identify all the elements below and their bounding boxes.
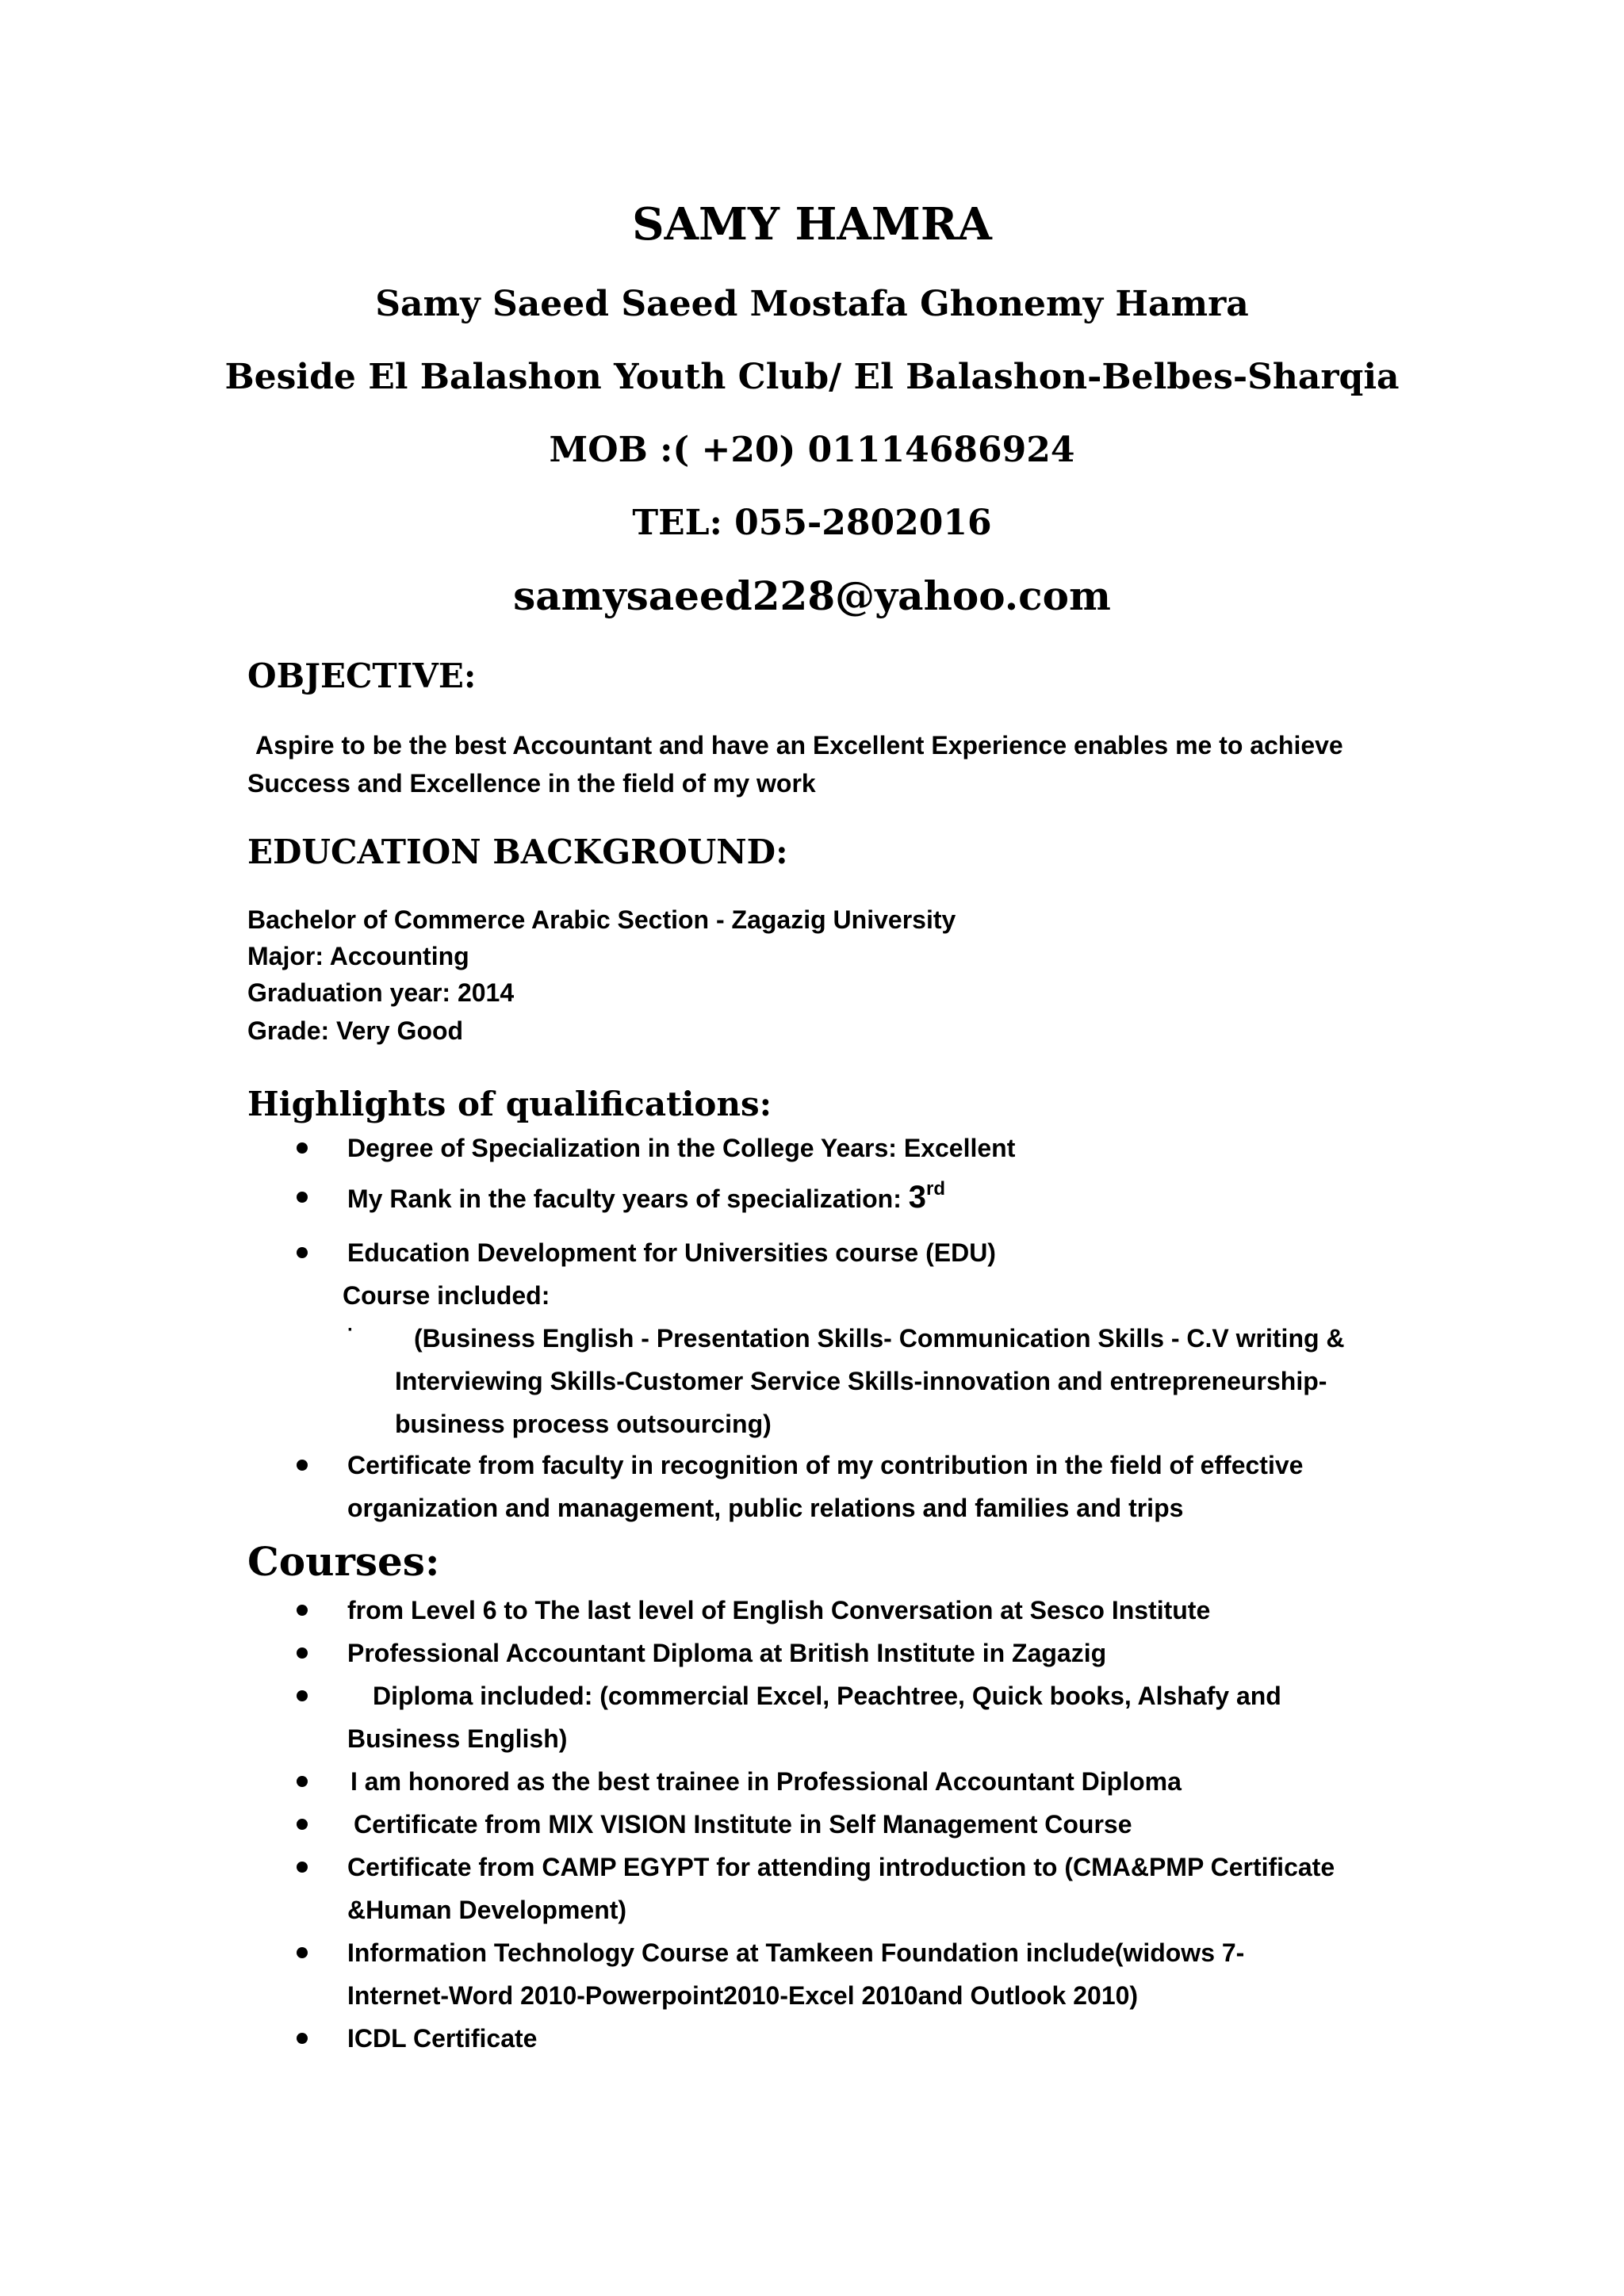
course-item: I am honored as the best trainee in Professional Accountant Diploma bbox=[350, 1767, 1182, 1796]
highlight-item: Certificate from faculty in recognition of my contribution in the field of effective bbox=[347, 1451, 1304, 1479]
highlight-item: Degree of Specialization in the College Years: Excellent bbox=[347, 1134, 1016, 1162]
highlight-rank-text: My Rank in the faculty years of specialization: bbox=[347, 1184, 909, 1213]
address: Beside El Balashon Youth Club/ El Balashon-Belbes-Sharqia bbox=[224, 357, 1400, 397]
bullet-icon bbox=[297, 1862, 308, 1873]
bullet-icon bbox=[297, 1776, 308, 1787]
resume-name: SAMY HAMRA bbox=[632, 198, 992, 251]
bullet-icon bbox=[297, 1460, 308, 1471]
email-address: samysaeed228@yahoo.com bbox=[513, 572, 1111, 619]
mobile-number: MOB :( +20) 01114686924 bbox=[549, 430, 1075, 470]
objective-text-line: Success and Excellence in the field of my work bbox=[247, 769, 816, 798]
education-graduation-year: Graduation year: 2014 bbox=[247, 978, 515, 1007]
course-item: Certificate from CAMP EGYPT for attending introduction to (CMA&PMP Certificate bbox=[347, 1853, 1335, 1881]
course-item: Professional Accountant Diploma at British Institute in Zagazig bbox=[347, 1639, 1107, 1667]
sub-bullet-marker: · bbox=[347, 1319, 354, 1341]
education-degree: Bachelor of Commerce Arabic Section - Zagazig University bbox=[247, 905, 956, 934]
highlight-item: Education Development for Universities course (EDU) bbox=[347, 1238, 996, 1267]
bullet-icon bbox=[297, 2033, 308, 2044]
bullet-icon bbox=[297, 1690, 308, 1701]
course-item: Information Technology Course at Tamkeen Foundation include(widows 7- bbox=[347, 1938, 1245, 1967]
course-included-line: Interviewing Skills-Customer Service Skills-innovation and entrepreneurship- bbox=[395, 1367, 1327, 1395]
highlight-item-continuation: organization and management, public relations and families and trips bbox=[347, 1494, 1184, 1522]
bullet-icon bbox=[297, 1247, 308, 1258]
bullet-icon bbox=[297, 1605, 308, 1616]
course-item-continuation: Business English) bbox=[347, 1724, 568, 1753]
course-included-label: Course included: bbox=[343, 1281, 550, 1310]
course-item: Diploma included: (commercial Excel, Peachtree, Quick books, Alshafy and bbox=[373, 1682, 1281, 1710]
bullet-icon bbox=[297, 1647, 308, 1659]
bullet-icon bbox=[297, 1947, 308, 1958]
course-item-continuation: Internet-Word 2010-Powerpoint2010-Excel 2010and Outlook 2010) bbox=[347, 1981, 1139, 2010]
objective-text-line: Aspire to be the best Accountant and have an Excellent Experience enables me to achieve bbox=[255, 731, 1343, 760]
courses-heading: Courses: bbox=[247, 1538, 440, 1585]
course-item: ICDL Certificate bbox=[347, 2024, 538, 2053]
bullet-icon bbox=[297, 1819, 308, 1830]
highlight-rank-suffix: rd bbox=[926, 1178, 945, 1200]
education-grade: Grade: Very Good bbox=[247, 1016, 464, 1045]
objective-heading: OBJECTIVE: bbox=[247, 656, 477, 695]
highlights-heading: Highlights of qualifications: bbox=[247, 1085, 772, 1123]
bullet-icon bbox=[297, 1192, 308, 1203]
course-included-line: business process outsourcing) bbox=[395, 1410, 772, 1438]
full-name: Samy Saeed Saeed Mostafa Ghonemy Hamra bbox=[375, 284, 1249, 324]
telephone-number: TEL: 055-2802016 bbox=[632, 503, 992, 543]
course-included-line: (Business English - Presentation Skills- Communication Skills - C.V writing & bbox=[414, 1324, 1345, 1353]
course-item: from Level 6 to The last level of English Conversation at Sesco Institute bbox=[347, 1596, 1211, 1624]
education-major: Major: Accounting bbox=[247, 942, 469, 970]
highlight-item bbox=[347, 1178, 945, 1221]
bullet-icon bbox=[297, 1142, 308, 1154]
education-heading: EDUCATION BACKGROUND: bbox=[247, 832, 788, 871]
course-item: Certificate from MIX VISION Institute in Self Management Course bbox=[354, 1810, 1132, 1839]
highlight-rank-number: 3 bbox=[908, 1180, 926, 1215]
course-item-continuation: &Human Development) bbox=[347, 1896, 627, 1924]
